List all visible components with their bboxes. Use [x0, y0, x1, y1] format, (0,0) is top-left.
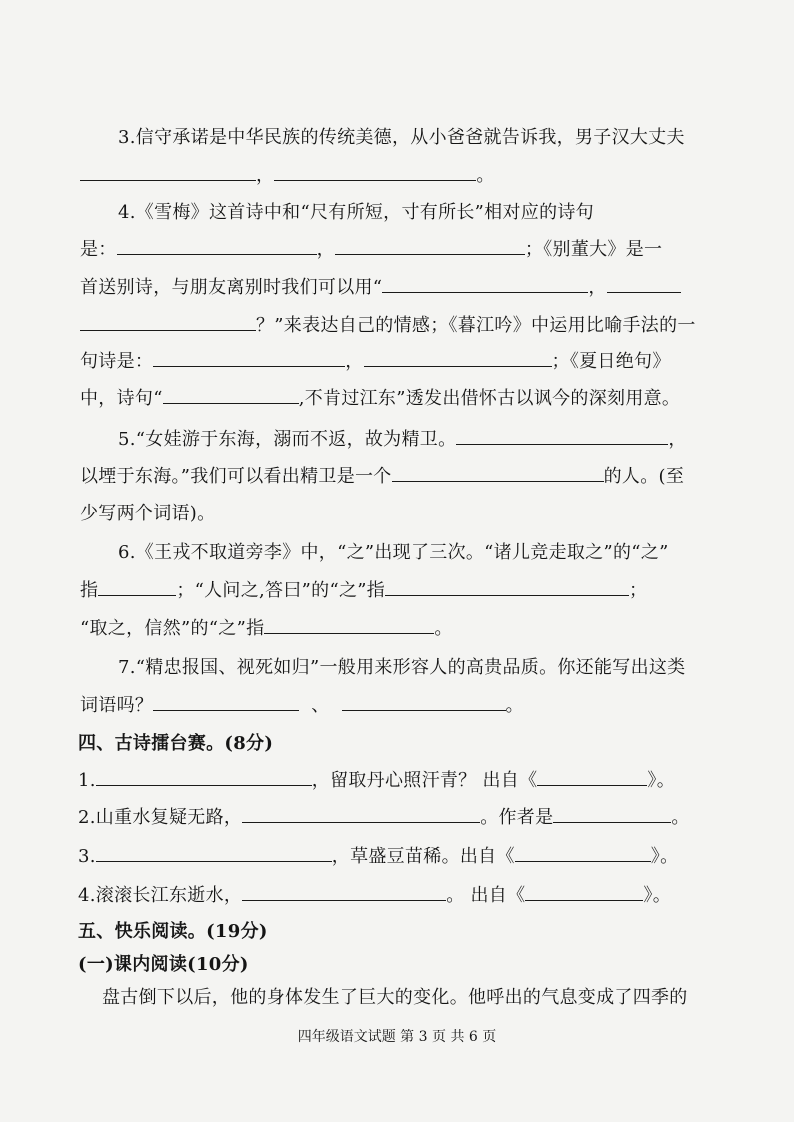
- q4-line3: 首送别诗，与朋友离别时我们可以用“ ，: [80, 274, 681, 301]
- answer-blank[interactable]: [80, 312, 256, 331]
- section4-item3: 3. ，草盛豆苗稀。出自《 》。: [78, 843, 678, 870]
- q7-line2: 词语吗？ 、 。: [80, 692, 524, 719]
- q7-line1: 7.“精忠报国、视死如归”一般用来形容人的高贵品质。你还能写出这类: [118, 657, 686, 678]
- answer-blank[interactable]: [382, 274, 588, 293]
- answer-blank[interactable]: [385, 577, 629, 596]
- answer-blank[interactable]: [98, 577, 176, 596]
- q5-line3: 少写两个词语)。: [80, 503, 216, 524]
- q4-line6: 中，诗句“ ,不肯过江东”透发出借怀古以讽今的深刻用意。: [80, 385, 680, 412]
- section5-title: 五、快乐阅读。(19分): [78, 921, 268, 942]
- answer-blank[interactable]: [364, 348, 552, 367]
- q4-line5: 句诗是： ， ；《夏日绝句》: [80, 348, 671, 375]
- section4-item2: 2.山重水复疑无路， 。作者是 。: [78, 804, 690, 831]
- q3-line1: 3.信守承诺是中华民族的传统美德，从小爸爸就告诉我，男子汉大丈夫: [118, 127, 685, 148]
- answer-blank[interactable]: [274, 162, 476, 181]
- answer-blank[interactable]: [392, 463, 604, 482]
- section5-sub1-title: (一)课内阅读(10分): [78, 954, 249, 975]
- answer-blank[interactable]: [96, 767, 312, 786]
- q5-line2: 以堙于东海。”我们可以看出精卫是一个 的人。(至: [80, 463, 684, 490]
- answer-blank[interactable]: [537, 767, 647, 786]
- answer-blank[interactable]: [553, 804, 671, 823]
- answer-blank[interactable]: [153, 348, 345, 367]
- period: 。: [476, 165, 495, 186]
- section4-item4: 4.滚滚长江东逝水， 。 出自《 》。: [78, 882, 671, 909]
- answer-blank[interactable]: [456, 426, 668, 445]
- answer-blank[interactable]: [96, 843, 332, 862]
- section4-title: 四、古诗擂台赛。(8分): [78, 733, 274, 754]
- answer-blank[interactable]: [80, 162, 256, 181]
- answer-blank[interactable]: [335, 236, 525, 255]
- answer-blank[interactable]: [242, 882, 446, 901]
- answer-blank[interactable]: [342, 692, 506, 711]
- page-footer: 四年级语文试题 第 3 页 共 6 页: [297, 1029, 497, 1045]
- q6-line1: 6.《王戎不取道旁李》中，“之”出现了三次。“诸儿竞走取之”的“之”: [118, 542, 669, 563]
- q5-line1: 5.“女娃游于东海，溺而不返，故为精卫。 ，: [118, 426, 687, 453]
- q6-line2: 指 ；“人问之,答曰”的“之”指 ；: [80, 577, 647, 604]
- q4-line4: ？”来表达自己的情感；《暮江吟》中运用比喻手法的一: [80, 312, 696, 339]
- answer-blank[interactable]: [117, 236, 317, 255]
- answer-blank[interactable]: [163, 385, 299, 404]
- q4-line2: 是： ， ；《别董大》是一: [80, 236, 662, 263]
- answer-blank[interactable]: [264, 615, 434, 634]
- answer-blank[interactable]: [525, 882, 643, 901]
- answer-blank[interactable]: [153, 692, 299, 711]
- q6-line3: “取之，信然”的“之”指 。: [80, 615, 453, 642]
- q4-line1: 4.《雪梅》这首诗中和“尺有所短，寸有所长”相对应的诗句: [118, 202, 594, 223]
- q3-line2: [80, 162, 495, 189]
- separator: ，: [256, 165, 275, 186]
- answer-blank[interactable]: [607, 274, 681, 293]
- section4-item1: 1. ，留取丹心照汗青？ 出自《 》。: [78, 767, 675, 794]
- answer-blank[interactable]: [515, 843, 651, 862]
- answer-blank[interactable]: [242, 804, 480, 823]
- passage-line: 盘古倒下以后，他的身体发生了巨大的变化。他呼出的气息变成了四季的: [102, 987, 688, 1008]
